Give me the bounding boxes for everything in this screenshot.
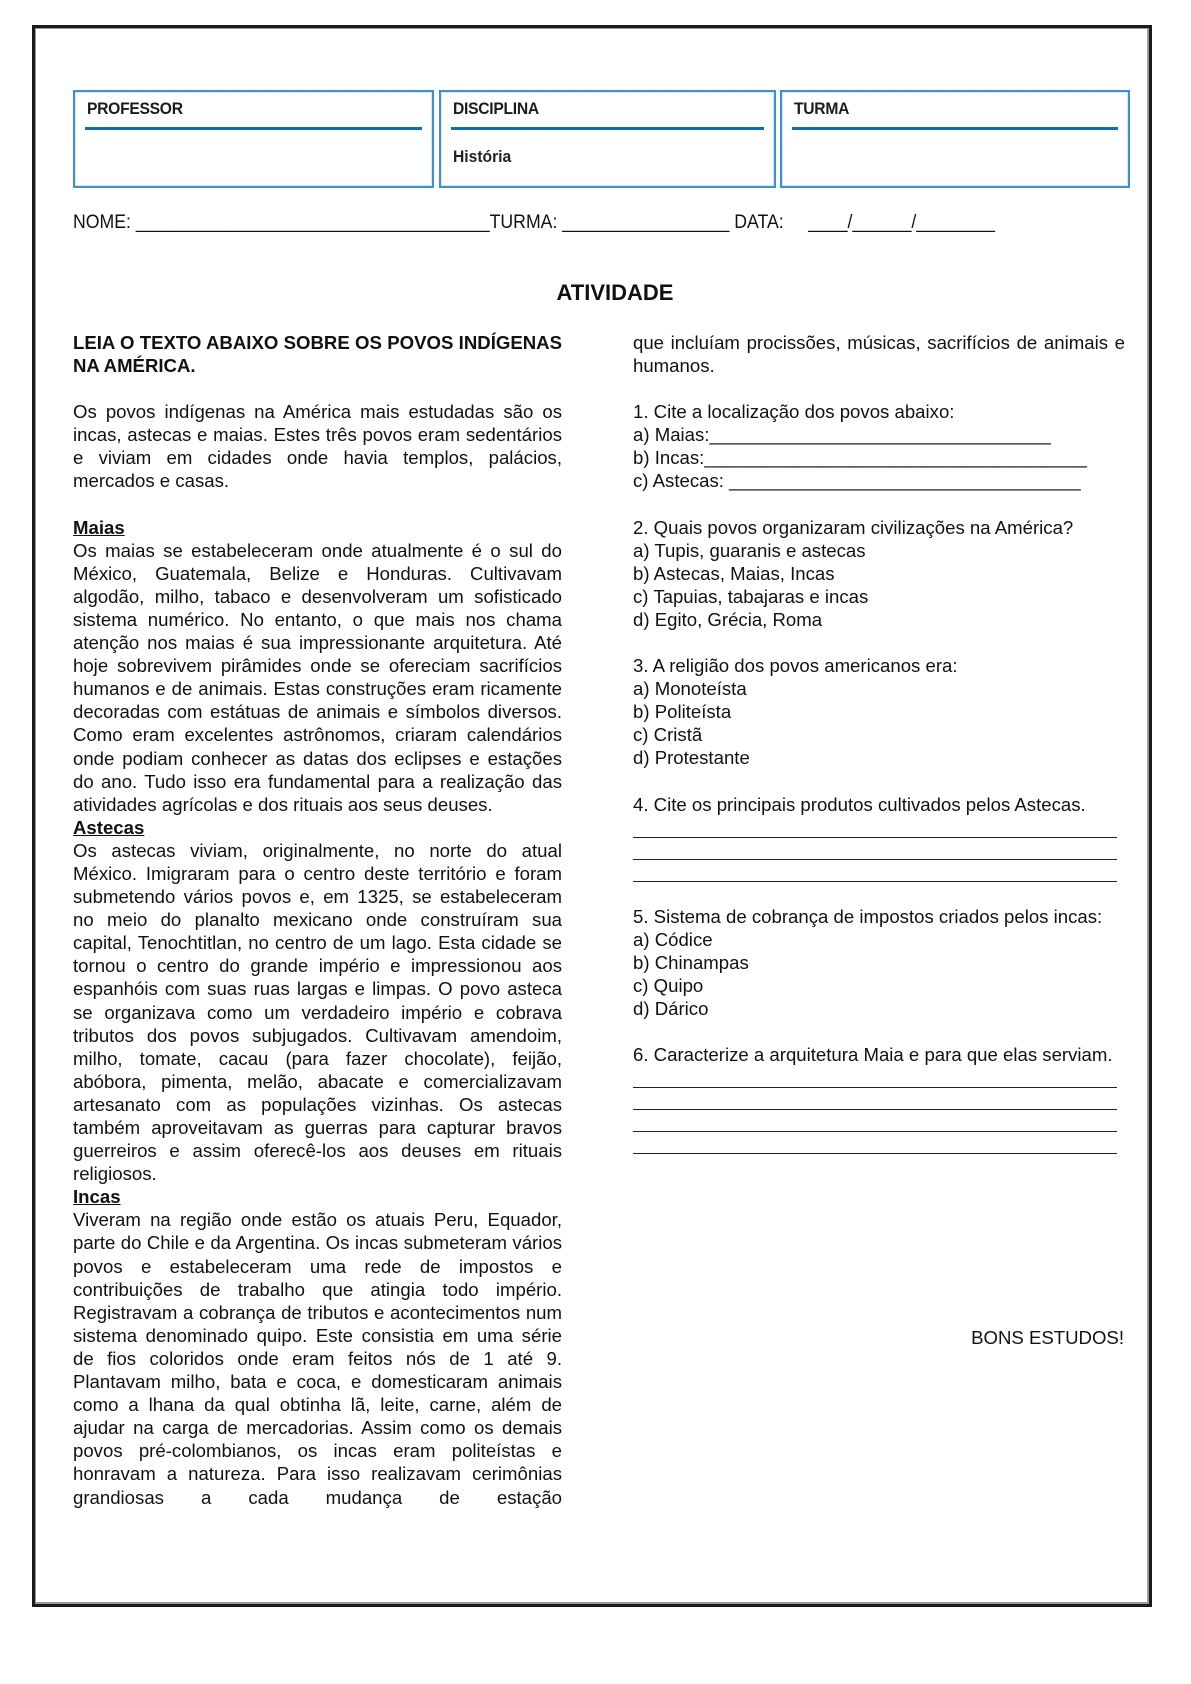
answer-line[interactable] bbox=[633, 816, 1117, 838]
question-6 bbox=[633, 1043, 1125, 1154]
question-prompt: 2. Quais povos organizaram civilizações na América? bbox=[633, 516, 1074, 538]
fill-item-incas bbox=[633, 446, 1125, 469]
closing-message: BONS ESTUDOS! bbox=[971, 1327, 1124, 1348]
option-d[interactable]: d) Protestante bbox=[633, 747, 750, 769]
option-b[interactable]: b) Astecas, Maias, Incas bbox=[633, 562, 835, 584]
header-rule bbox=[792, 127, 1118, 130]
reading-intro: Os povos indígenas na América mais estudadas são os incas, astecas e maias. Estes três povos eram sedentários e viviam em cidades onde havia templos, palácios, mercados e casas. bbox=[73, 401, 562, 492]
option-d[interactable]: d) Egito, Grécia, Roma bbox=[633, 608, 823, 630]
reading-column bbox=[73, 331, 562, 1509]
fill-item-astecas bbox=[633, 469, 1125, 492]
question-3 bbox=[633, 654, 1125, 769]
option-c[interactable]: c) Cristã bbox=[633, 724, 703, 746]
date-blank[interactable]: ____/______/________ bbox=[808, 212, 995, 233]
reading-instruction: LEIA O TEXTO ABAIXO SOBRE OS POVOS INDÍGENAS NA AMÉRICA. bbox=[73, 332, 562, 377]
answer-line[interactable] bbox=[633, 1088, 1117, 1110]
question-5 bbox=[633, 905, 1125, 1020]
class-label: TURMA: bbox=[489, 212, 558, 233]
name-label: NOME: bbox=[73, 212, 131, 233]
class-blank[interactable]: _________________ bbox=[562, 212, 730, 233]
option-c[interactable]: c) Quipo bbox=[633, 974, 704, 996]
section-text-astecas: Os astecas viviam, originalmente, no norte do atual México. Imigraram para o centro deste território e foram submetendo vários povos e, em 1325, se estabeleceram no meio do planalto mexicano onde construíram sua capital, Tenochtitlan, no centro de um lago. Esta cidade se tornou o centro do grande império e impressionou aos espanhóis com suas ruas largas e limpas. O povo asteca se organizava como um verdadeiro império e cobrava tributos dos povos subjugados. Cultivavam amendoim, milho, tomate, cacau (para fazer chocolate), feijão, abóbora, pimenta, melão, abacate e comercializavam artesanato com as populações vizinhas. Os astecas também aproveitavam as guerras para capturar bravos guerreiros e assim oferecê-los aos deuses em rituais religiosos. bbox=[73, 839, 562, 1185]
turma-label: TURMA bbox=[794, 99, 850, 118]
option-a[interactable]: a) Monoteísta bbox=[633, 678, 747, 700]
disciplina-value: História bbox=[453, 147, 512, 166]
question-4 bbox=[633, 793, 1125, 882]
answer-line[interactable] bbox=[633, 838, 1117, 860]
disciplina-label: DISCIPLINA bbox=[453, 99, 539, 118]
fill-blank[interactable]: __________________________________ bbox=[729, 470, 1081, 492]
answer-line[interactable] bbox=[633, 1110, 1117, 1132]
date-label: DATA: bbox=[734, 212, 784, 233]
fill-item-maias bbox=[633, 423, 1125, 446]
question-prompt: 1. Cite a localização dos povos abaixo: bbox=[633, 401, 955, 423]
section-title-maias: Maias bbox=[73, 516, 125, 538]
answer-line[interactable] bbox=[633, 1066, 1117, 1088]
option-b[interactable]: b) Chinampas bbox=[633, 951, 749, 973]
header-rule bbox=[85, 127, 422, 130]
fill-label: b) Incas: bbox=[633, 447, 705, 469]
disciplina-box bbox=[439, 90, 776, 188]
question-1 bbox=[633, 400, 1125, 492]
question-prompt: 3. A religião dos povos americanos era: bbox=[633, 655, 958, 677]
questions-column bbox=[633, 331, 1125, 1154]
fill-blank[interactable]: _____________________________________ bbox=[704, 447, 1087, 469]
question-prompt: 4. Cite os principais produtos cultivados pelos Astecas. bbox=[633, 793, 1086, 815]
turma-box bbox=[780, 90, 1130, 188]
section-text-maias: Os maias se estabeleceram onde atualmente é o sul do México, Guatemala, Belize e Honduras. Cultivavam algodão, milho, tabaco e desenvolveram um sofisticado sistema numérico. No entanto, o que mais nos chama atenção nos maias é sua impressionante arquitetura. Até hoje sobrevivem pirâmides onde se ofereciam sacrifícios humanos e de animais. Estas construções eram ricamente decoradas com estátuas de animais e símbolos diversos. Como eram excelentes astrônomos, criaram calendários onde podiam conhecer as datas dos eclipses e estações do ano. Tudo isso era fundamental para a realização das atividades agrícolas e dos rituais aos seus deuses. bbox=[73, 539, 562, 815]
option-a[interactable]: a) Tupis, guaranis e astecas bbox=[633, 539, 866, 561]
section-title-astecas: Astecas bbox=[73, 816, 145, 838]
question-prompt: 5. Sistema de cobrança de impostos criados pelos incas: bbox=[633, 905, 1103, 927]
option-d[interactable]: d) Dárico bbox=[633, 997, 709, 1019]
section-title-incas: Incas bbox=[73, 1186, 121, 1208]
fill-label: a) Maias: bbox=[633, 424, 710, 446]
question-2 bbox=[633, 516, 1125, 631]
student-info-line bbox=[73, 212, 1059, 234]
option-c[interactable]: c) Tapuias, tabajaras e incas bbox=[633, 585, 869, 607]
answer-line[interactable] bbox=[633, 1132, 1117, 1154]
fill-blank[interactable]: _________________________________ bbox=[709, 424, 1051, 446]
professor-box bbox=[73, 90, 434, 188]
option-a[interactable]: a) Códice bbox=[633, 928, 713, 950]
professor-label: PROFESSOR bbox=[87, 99, 183, 118]
name-blank[interactable]: ____________________________________ bbox=[135, 212, 490, 233]
fill-label: c) Astecas: bbox=[633, 470, 730, 492]
section-text-incas: Viveram na região onde estão os atuais Peru, Equador, parte do Chile e da Argentina. Os incas submeteram vários povos e estabeleceram uma rede de impostos e contribuições de trabalho que atingia todo império. Registravam a cobrança de tributos e acontecimentos num sistema denominado quipo. Este consistia em uma série de fios coloridos onde eram feitos nós de 1 até 9. Plantavam milho, bata e coca, e domesticaram animais como a lhana da qual obtinha lã, leite, carne, além de ajudar na carga de mercadorias. Assim como os demais povos pré-colombianos, os incas eram politeístas e honravam a natureza. Para isso realizavam cerimônias grandiosas a cada mudança de estação bbox=[73, 1209, 562, 1508]
option-b[interactable]: b) Politeísta bbox=[633, 701, 732, 723]
answer-line[interactable] bbox=[633, 860, 1117, 882]
question-prompt: 6. Caracterize a arquitetura Maia e para que elas serviam. bbox=[633, 1044, 1113, 1066]
page-title: ATIVIDADE bbox=[556, 280, 674, 305]
header-rule bbox=[451, 127, 764, 130]
section-text-incas-continued: que incluíam procissões, músicas, sacrifícios de animais e humanos. bbox=[633, 332, 1125, 377]
